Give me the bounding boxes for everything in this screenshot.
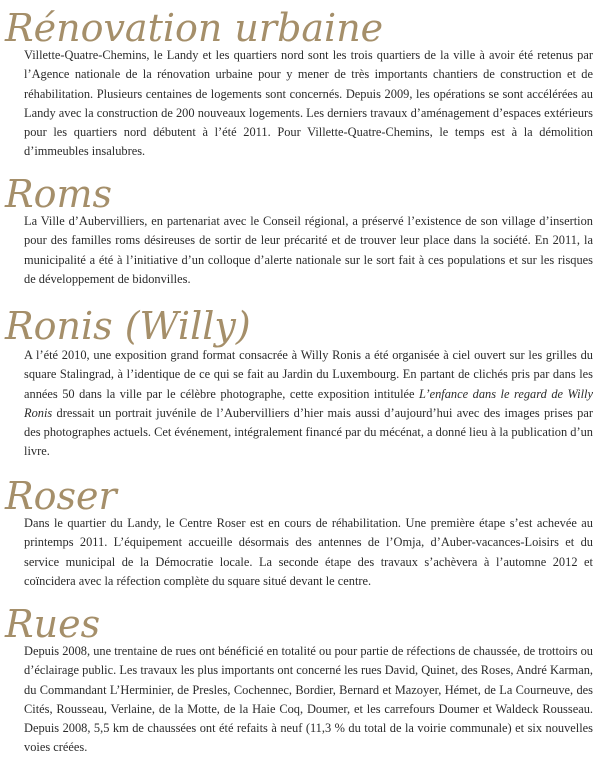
section-title: Rénovation urbaine — [5, 6, 384, 50]
section-title: Roms — [5, 172, 113, 216]
section-paragraph: Depuis 2008, une trentaine de rues ont bénéficié en totalité ou pour partie de réfections de chaussée, de trottoirs ou d’éclairage public. Les travaux les plus importants ont concerné les rues David, Quinet, des Roses, André Karman, du Commandant L’Herminier, de Presles, Cochennec, Bordier, Bernard et Mazoyer, Hémet, de La Courneuve, des Cités, Rousseau, Verlaine, de la Motte, de la Haie Coq, Doumer, et les carrefours Doumer et Waldeck Rousseau. Depuis 2008, 5,5 km de chaussées ont été refaits à neuf (11,3 % du total de la voirie communale) et six nouvelles voies créées. — [24, 644, 593, 755]
section-title: Ronis (Willy) — [5, 304, 251, 348]
section-paragraph — [24, 346, 593, 462]
section-paragraph: La Ville d’Aubervilliers, en partenariat avec le Conseil régional, a préservé l’existence de son village d’insertion pour des familles roms désireuses de sortir de leur précarité et de trouver leur place dans la société. En 2011, la municipalité a été à l’initiative d’un colloque d’alerte nationale sur le sort fait à ces populations et sur les risques de développement de bidonvilles. — [24, 214, 593, 286]
section-title: Roser — [5, 474, 117, 518]
section-title: Rues — [5, 602, 101, 646]
paragraph-text-end: dressait un portrait juvénile de l’Aubervilliers d’hier mais aussi d’aujourd’hui avec des images prises par des photographes actuels. Cet événement, intégralement financé par du mécénat, a donné lieu à la publication d’un livre. — [24, 405, 593, 459]
exhibition-title: L’enfance dans le regard de Willy Ronis — [24, 386, 593, 420]
paragraph-text-start: A l’été 2010, une exposition grand format consacrée à Willy Ronis a été organisée à ciel ouvert sur les grilles du square Stalingrad, à l’identique de ce qui se fait au Jardin du Luxembourg. En partant de clichés pris par dans les années 50 dans la ville par le célèbre photographe, cette exposition intitulée — [24, 348, 593, 401]
section-paragraph: Dans le quartier du Landy, le Centre Roser est en cours de réhabilitation. Une première étape s’est achevée au printemps 2011. L’équipement accueille désormais des antennes de l’Omja, d’Auber-vacances-Loisirs et du service municipal de la Démocratie locale. La seconde étape des travaux s’achèvera à l’automne 2012 et coïncidera avec la réfection complète du square situé devant le centre. — [24, 516, 593, 588]
section-paragraph: Villette-Quatre-Chemins, le Landy et les quartiers nord sont les trois quartiers de la ville à avoir été retenus par l’Agence nationale de la rénovation urbaine pour y mener de très importants chantiers de construction et de réhabilitation. Plusieurs centaines de logements sont concernés. Depuis 2009, les opérations se sont accélérées au Landy avec la construction de 200 nouveaux logements. Les derniers travaux d’aménagement d’espaces extérieurs pour les quartiers nord débutent à l’été 2011. Pour Villette-Quatre-Chemins, le temps est à la démolition d’immeubles insalubres. — [24, 48, 593, 159]
